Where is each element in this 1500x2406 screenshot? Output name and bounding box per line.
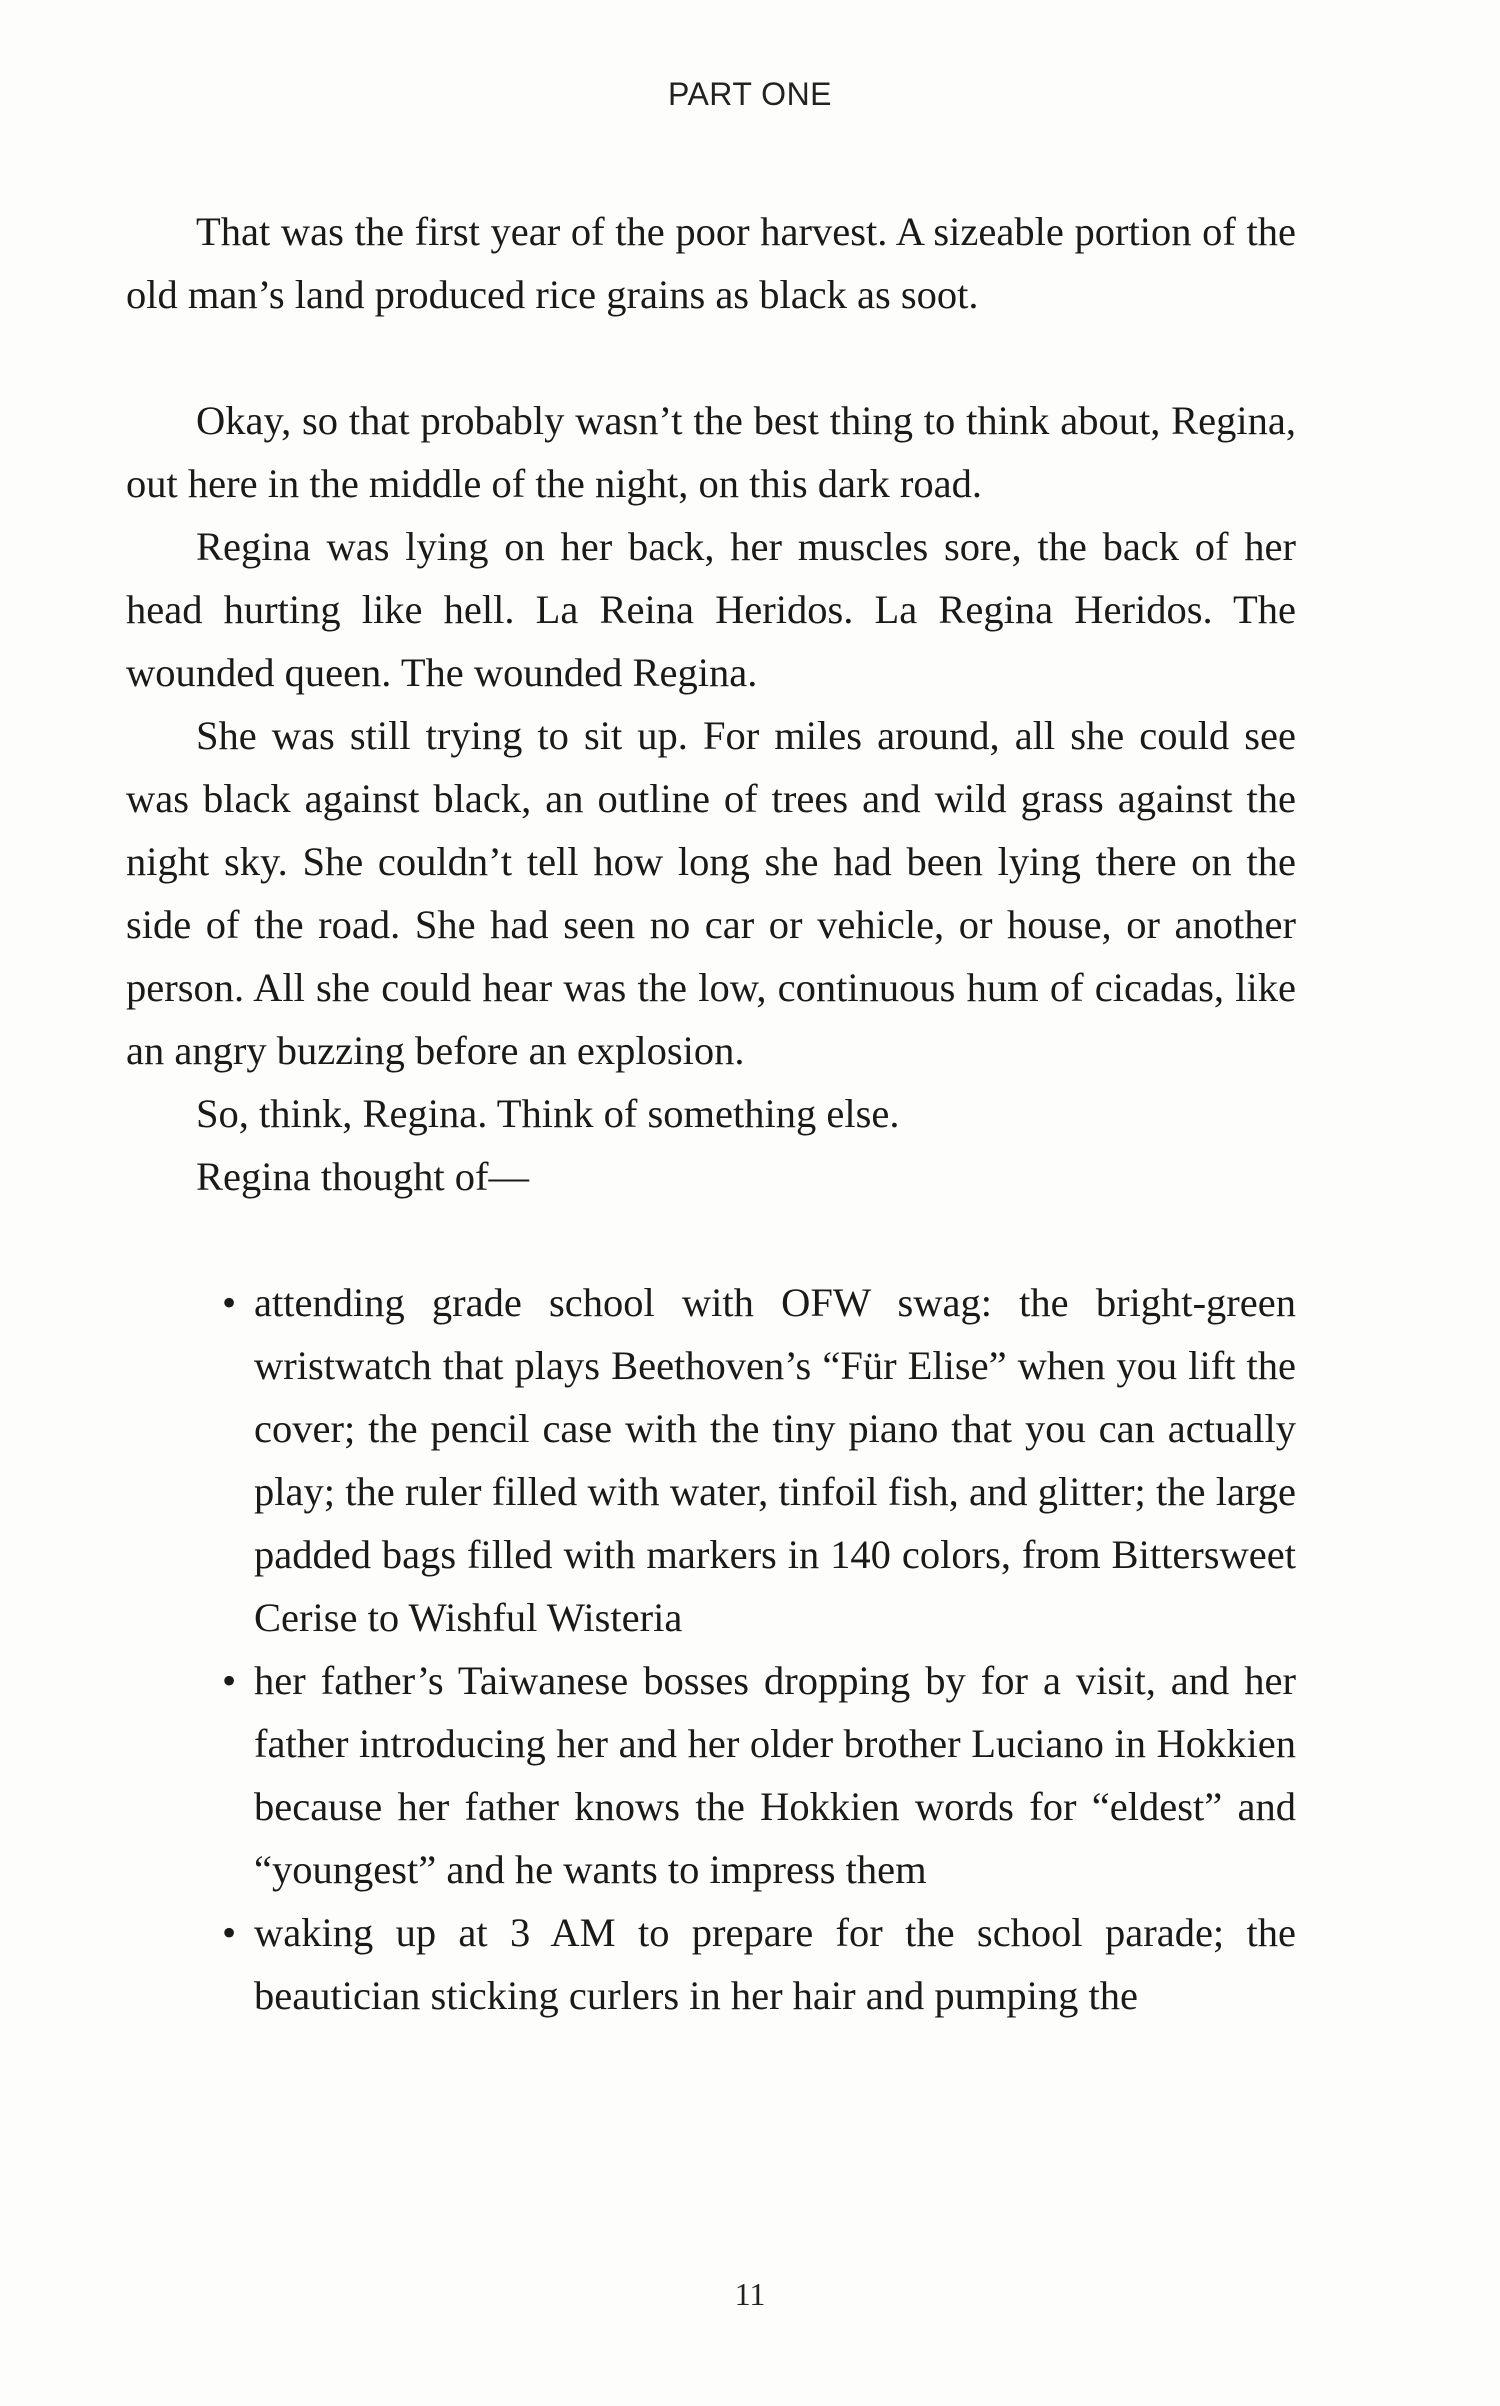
bullet-item [222,1649,1296,1901]
page-number: 11 [734,2276,766,2312]
body-text [126,200,1296,2027]
paragraph: So, think, Regina. Think of something else. [196,1091,900,1136]
bullet-text: waking up at 3 AM to prepare for the school parade; the beautician sticking curlers in her hair and pumping the [254,1910,1296,2018]
bullet-item [222,1271,1296,1649]
bullet-text: her father’s Taiwanese bosses dropping by for a visit, and her father introducing her and her older brother Luciano in Hokkien because her father knows the Hokkien words for “eldest” and “youngest” and he wants to impress them [254,1658,1296,1892]
bullet-item [222,1901,1296,2027]
bullet-icon: • [222,1658,237,1703]
paragraph: She was still trying to sit up. For miles around, all she could see was black against black, an outline of trees and wild grass against the night sky. She couldn’t tell how long she had been lying there on the side of the road. She had seen no car or vehicle, or house, or another person. All she could hear was the low, continuous hum of cicadas, like an angry buzzing before an explosion. [126,713,1296,1073]
bullet-icon: • [222,1910,237,1955]
running-head: PART ONE [667,76,833,112]
paragraph: That was the first year of the poor harvest. A sizeable portion of the old man’s land produced rice grains as black as soot. [126,209,1296,317]
paragraph: Okay, so that probably wasn’t the best thing to think about, Regina, out here in the middle of the night, on this dark road. [126,398,1296,506]
bullet-icon: • [222,1280,237,1325]
bullet-text: attending grade school with OFW swag: the bright-green wristwatch that plays Beethoven’s “Für Elise” when you lift the cover; the pencil case with the tiny piano that you can actually play; the ruler filled with water, tinfoil fish, and glitter; the large padded bags filled with markers in 140 colors, from Bittersweet Cerise to Wishful Wisteria [254,1280,1296,1640]
paragraph: Regina thought of— [196,1154,529,1199]
paragraph: Regina was lying on her back, her muscles sore, the back of her head hurting like hell. La Reina Heridos. La Regina Heridos. The wounded queen. The wounded Regina. [126,524,1296,695]
bullet-list [126,1271,1296,2027]
